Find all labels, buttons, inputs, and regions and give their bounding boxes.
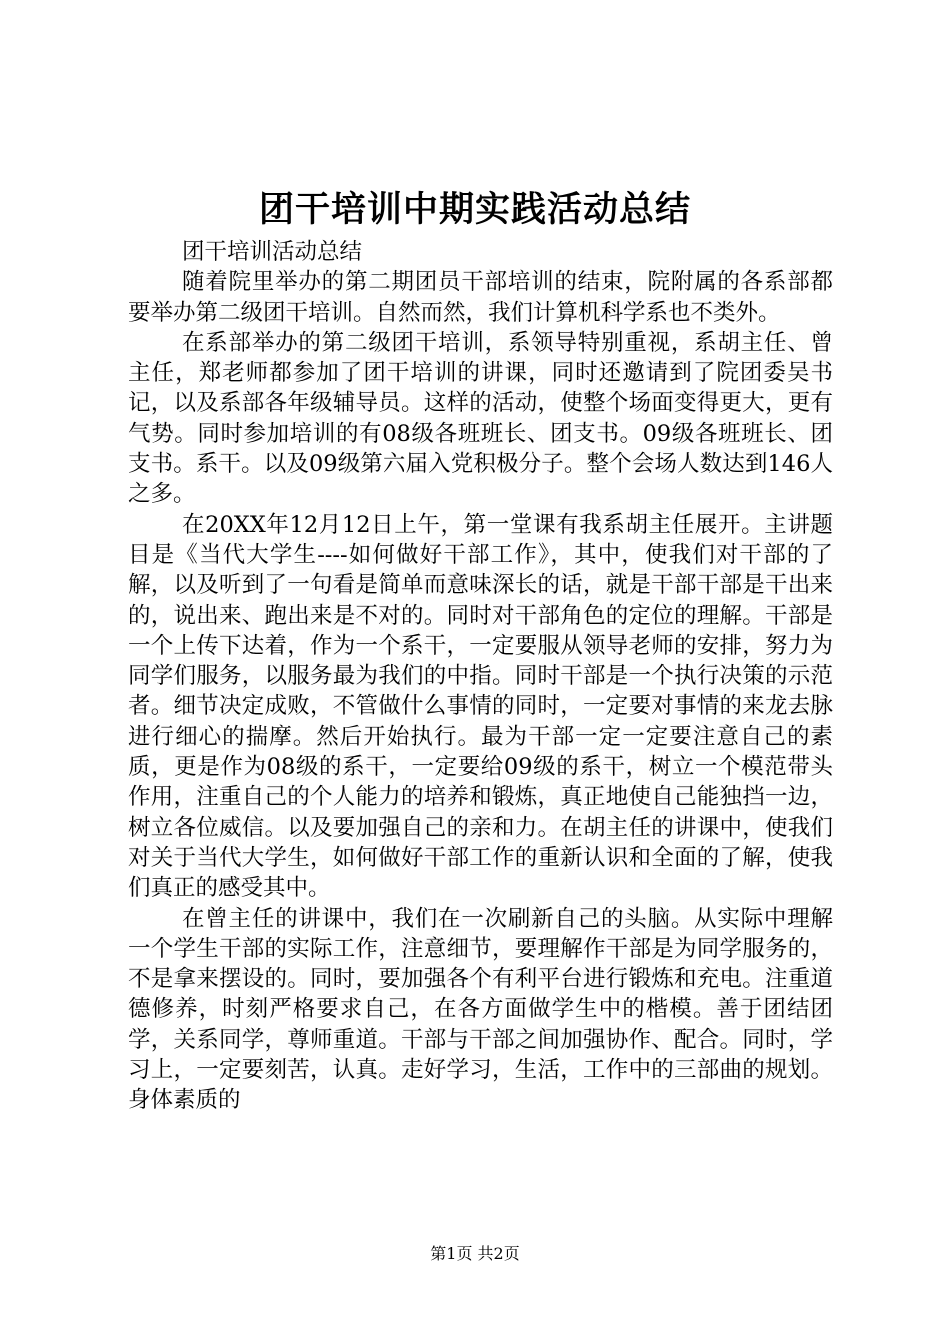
paragraph: 在20XX年12月12日上午，第一堂课有我系胡主任展开。主讲题目是《当代大学生----如何做好干部工作》，其中，使我们对干部的了解，以及听到了一句看是简单而意味深长的话，就是干部干部是干出来的，说出来、跑出来是不对的。同时对干部角色的定位的理解。干部是一个上传下达着，作为一个系干，一定要服从领导老师的安排，努力为同学们服务，以服务最为我们的中指。同时干部是一个执行决策的示范者。细节决定成败，不管做什么事情的同时，一定要对事情的来龙去脉进行细心的揣摩。然后开始执行。最为干部一定一定要注意自己的素质，更是作为08级的系干，一定要给09级的系干，树立一个模范带头作用，注重自己的个人能力的培养和锻炼，真正地使自己能独挡一边，树立各位威信。以及要加强自己的亲和力。在胡主任的讲课中，使我们对关于当代大学生，如何做好干部工作的重新认识和全面的了解，使我们真正的感受其中。 xyxy=(128,511,833,902)
paragraph: 在系部举办的第二级团干培训，系领导特别重视，系胡主任、曾主任，郑老师都参加了团干培训的讲课，同时还邀请到了院团委吴书记，以及系部各年级辅导员。这样的活动，使整个场面变得更大，更有气势。同时参加培训的有08级各班班长、团支书。09级各班班长、团支书。系干。以及09级第六届入党积极分子。整个会场人数达到146人之多。 xyxy=(128,329,833,508)
paragraph: 随着院里举办的第二期团员干部培训的结束，院附属的各系部都要举办第二级团干培训。自然而然，我们计算机科学系也不类外。 xyxy=(128,269,833,326)
document-title: 团干培训中期实践活动总结 xyxy=(258,189,691,230)
document-body xyxy=(128,237,833,1116)
page-footer: 第1页 共2页 xyxy=(430,1244,520,1263)
paragraph: 团干培训活动总结 xyxy=(182,239,363,265)
paragraph: 在曾主任的讲课中，我们在一次刷新自己的头脑。从实际中理解一个学生干部的实际工作，注意细节，要理解作干部是为同学服务的，不是拿来摆设的。同时，要加强各个有利平台进行锻炼和充电。注重道德修养，时刻严格要求自己，在各方面做学生中的楷模。善于团结团学，关系同学，尊师重道。干部与干部之间加强协作、配合。同时，学习上，一定要刻苦，认真。走好学习，生活，工作中的三部曲的规划。身体素质的 xyxy=(128,905,833,1114)
